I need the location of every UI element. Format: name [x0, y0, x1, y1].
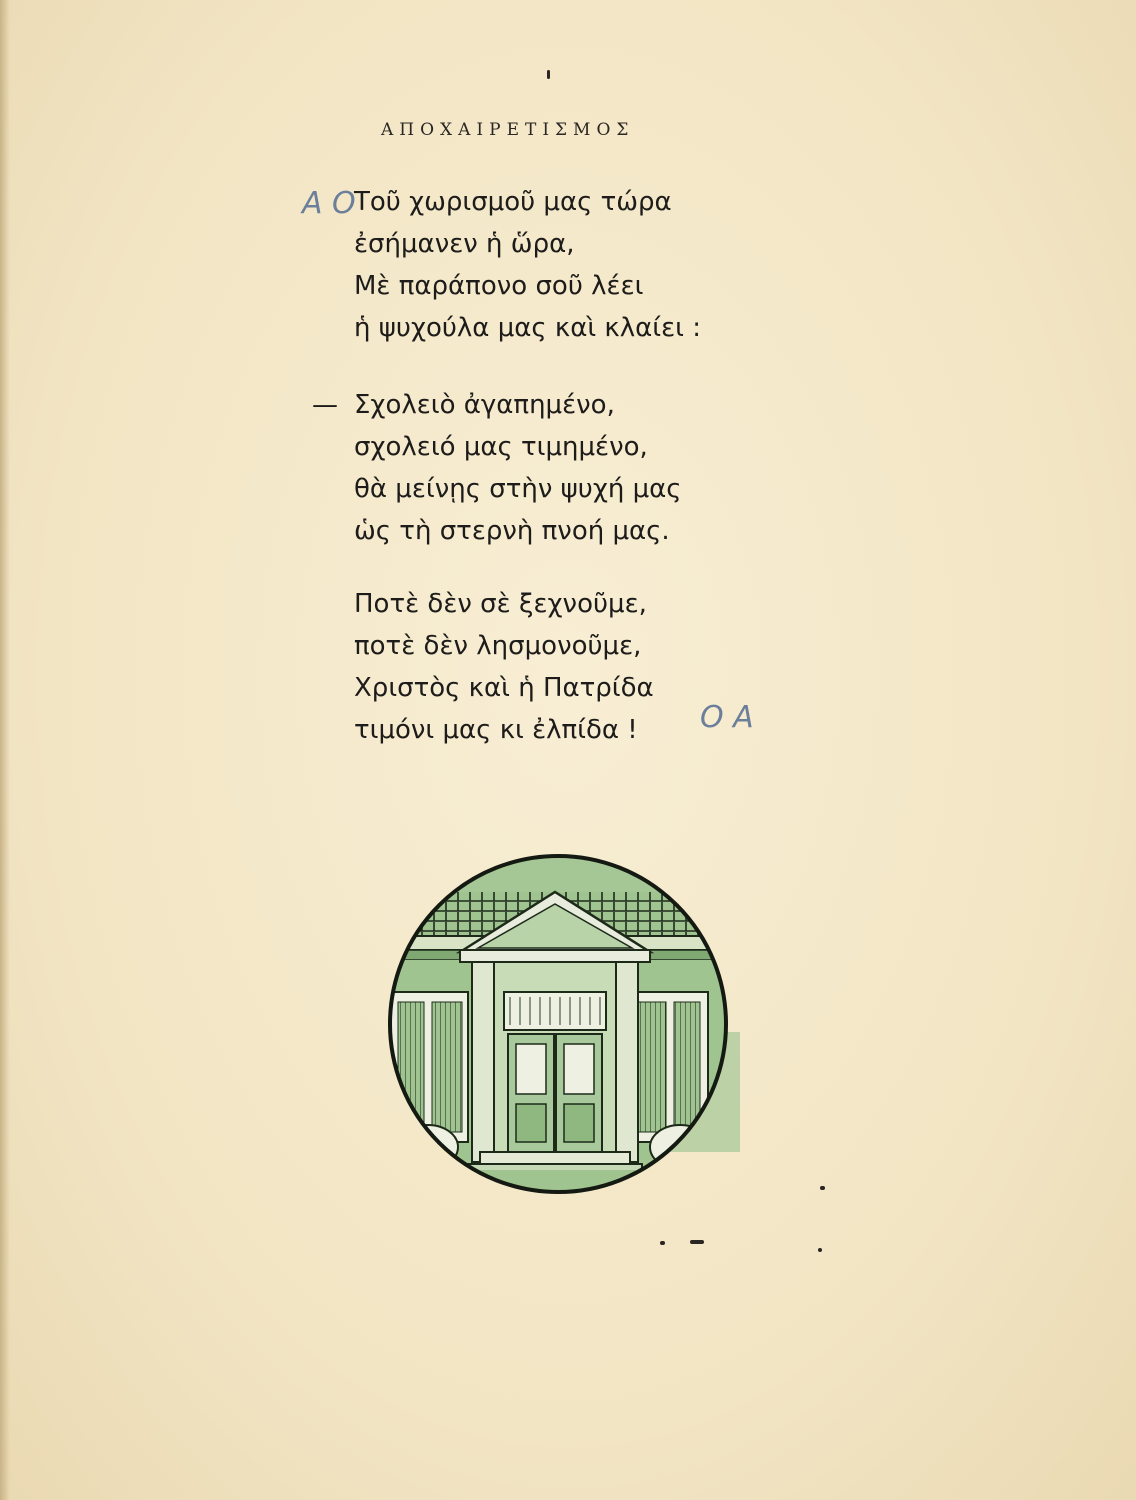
stanza-3: [354, 583, 654, 751]
poem-line: ποτὲ δὲν λησμονοῦμε,: [354, 631, 642, 661]
handwritten-mark-bottom: Ο Α: [700, 700, 754, 735]
step-top: [480, 1152, 630, 1164]
poem-line: ὡς τὴ στερνὴ πνοή μας.: [354, 516, 670, 546]
ink-speck: [818, 1248, 822, 1252]
poem-line: θὰ μείνῃς στὴν ψυχή μας: [354, 474, 682, 504]
page-edge-shadow: [0, 0, 10, 1500]
pillar-right: [616, 962, 638, 1162]
pillar-left: [472, 962, 494, 1162]
poem-line: σχολειό μας τιμημένο,: [354, 432, 648, 462]
school-illustration: [380, 852, 740, 1202]
poem-line: ἡ ψυχούλα μας καὶ κλαίει :: [354, 313, 701, 343]
ink-speck: [690, 1240, 704, 1244]
dialogue-dash: —: [312, 390, 338, 420]
stanza-1: [354, 181, 701, 349]
poem-line: ἐσήμανεν ἡ ὥρα,: [354, 229, 575, 259]
handwritten-mark-top: Α Ο: [302, 186, 356, 221]
poem-line: Χριστὸς καὶ ἡ Πατρίδα: [354, 673, 654, 703]
poem-line: τιμόνι μας κι ἐλπίδα !: [354, 715, 638, 745]
ink-speck: [547, 70, 550, 79]
poem-line: Μὲ παράπονο σοῦ λέει: [354, 271, 644, 301]
poem-line: Σχολειὸ ἀγαπημένο,: [354, 390, 615, 420]
stanza-2: [354, 384, 682, 552]
poem-line: Ποτὲ δὲν σὲ ξεχνοῦμε,: [354, 589, 647, 619]
ink-speck: [660, 1241, 665, 1245]
poem-title: ΑΠΟΧΑΙΡΕΤΙΣΜΟΣ: [381, 120, 635, 140]
ink-speck: [820, 1186, 825, 1190]
transom-window: [504, 992, 606, 1030]
poem-line: Τοῦ χωρισμοῦ μας τώρα: [354, 187, 672, 217]
